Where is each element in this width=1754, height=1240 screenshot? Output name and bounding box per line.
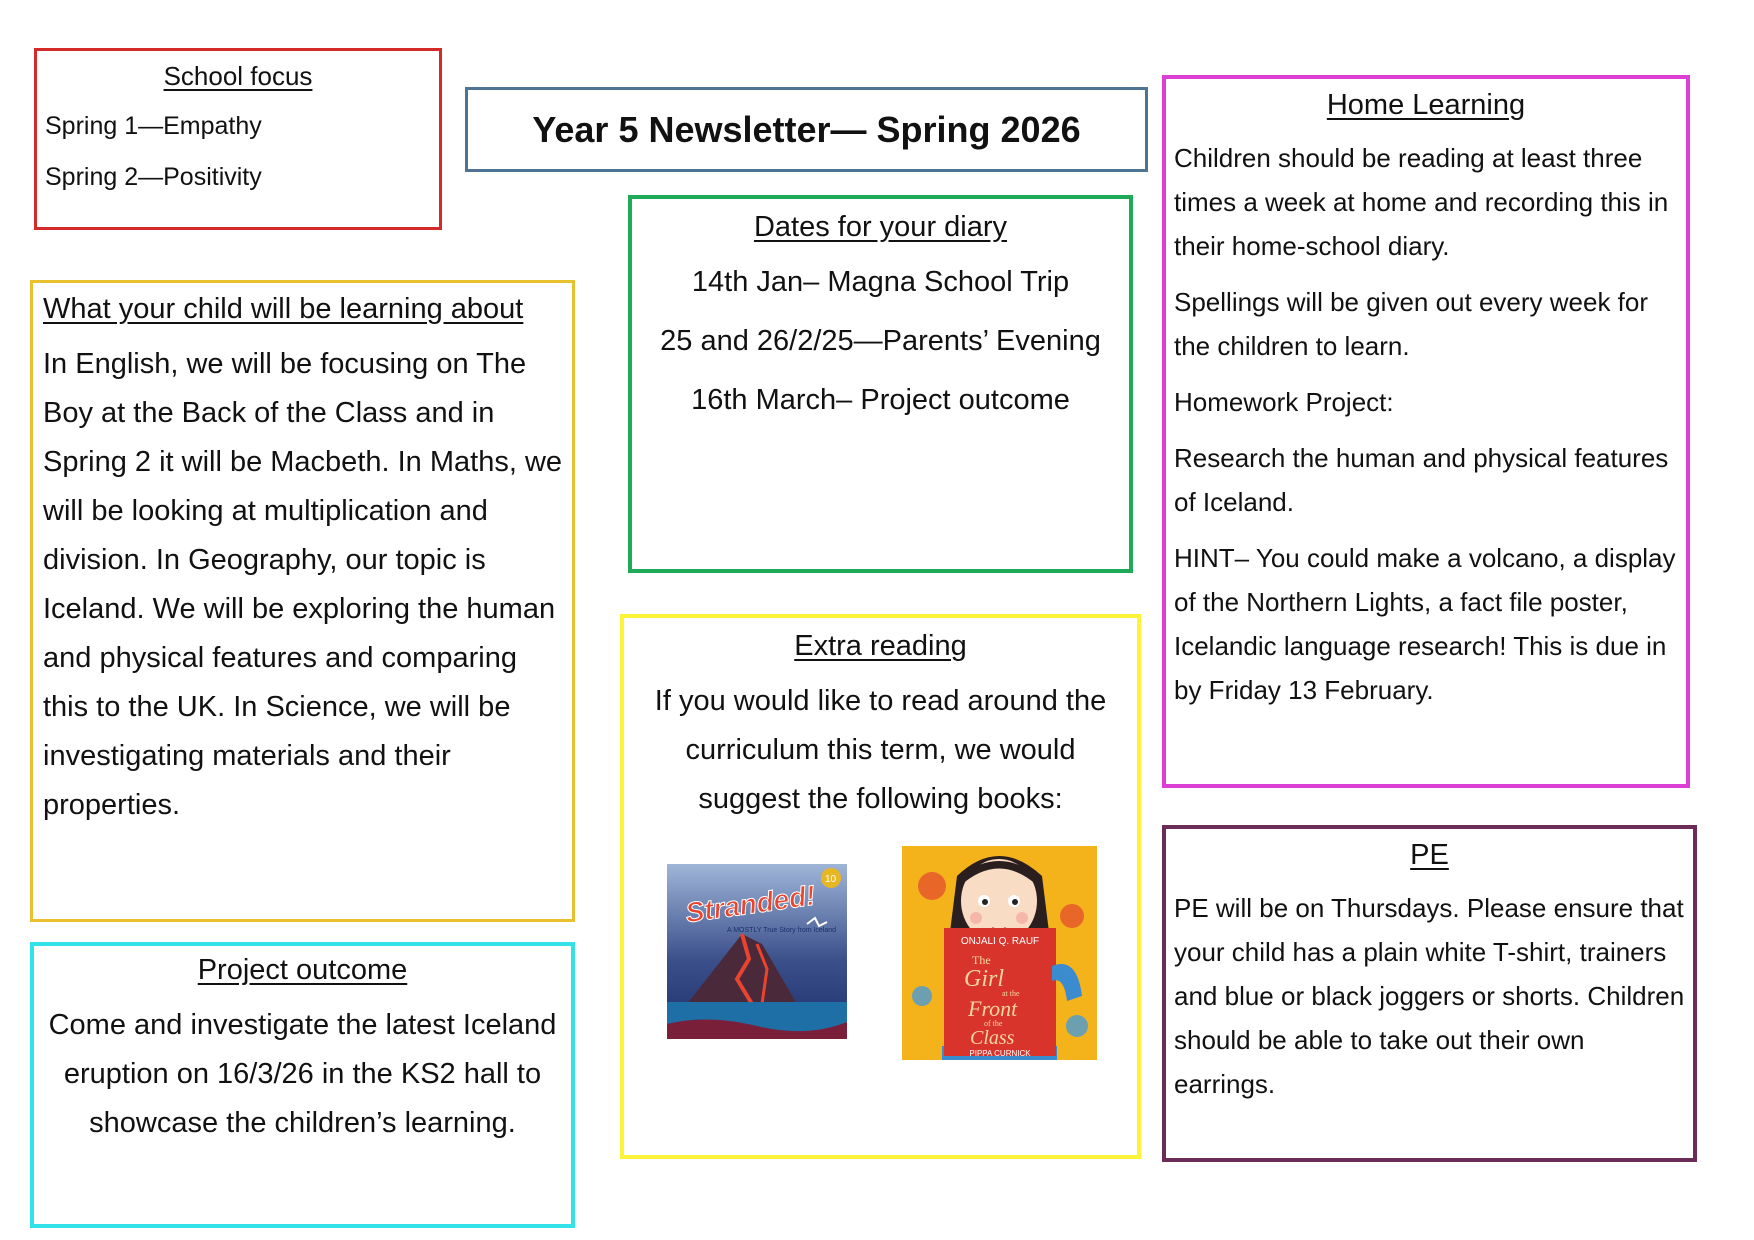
extra-reading-heading: Extra reading <box>794 630 967 662</box>
home-learning-paragraph: Research the human and physical features of Iceland. <box>1174 443 1669 517</box>
newsletter-title: Year 5 Newsletter— Spring 2026 <box>532 108 1081 150</box>
extra-reading-box <box>620 614 1141 1159</box>
stranded-cover-badge: 10 <box>825 874 837 885</box>
home-learning-paragraph: Spellings will be given out every week for the children to learn. <box>1174 287 1649 361</box>
learning-box <box>30 280 575 922</box>
school-focus-spring-1: Spring 1—Empathy <box>45 112 262 140</box>
project-outcome-body: Come and investigate the latest Iceland eruption on 16/3/26 in the KS2 hall to showcase the children’s learning. <box>48 1009 557 1139</box>
home-learning-paragraph: Homework Project: <box>1174 387 1394 417</box>
project-outcome-box <box>30 942 575 1228</box>
date-item: 25 and 26/2/25—Parents’ Evening <box>660 325 1101 357</box>
project-outcome-heading: Project outcome <box>197 954 408 986</box>
girl-cover-title-front: Front <box>968 996 1018 1021</box>
dates-heading: Dates for your diary <box>753 211 1008 243</box>
girl-cover-title-class: Class <box>970 1027 1015 1049</box>
girl-cover-title-at-the: at the <box>1002 989 1020 998</box>
learning-heading: What your child will be learning about <box>43 293 524 325</box>
home-learning-heading: Home Learning <box>1326 89 1526 121</box>
date-item: 14th Jan– Magna School Trip <box>691 266 1070 298</box>
girl-front-class-book-cover <box>902 846 1097 1060</box>
pe-box <box>1162 825 1697 1162</box>
school-focus-heading: School focus <box>163 61 313 91</box>
stranded-cover-title: Stranded! <box>683 879 818 929</box>
girl-cover-title-girl: Girl <box>964 966 1005 992</box>
school-focus-box <box>34 48 442 230</box>
home-learning-box <box>1162 75 1690 788</box>
stranded-book-cover <box>667 864 847 1039</box>
school-focus-spring-2: Spring 2—Positivity <box>45 163 262 191</box>
dates-box <box>628 195 1133 573</box>
girl-cover-author: ONJALI Q. RAUF <box>960 936 1040 947</box>
extra-reading-body: If you would like to read around the curriculum this term, we would suggest the following books: <box>654 685 1107 815</box>
home-learning-paragraph: HINT– You could make a volcano, a display of the Northern Lights, a fact file poster, Icelandic language research! This is due in by Friday 13 February. <box>1174 543 1676 705</box>
girl-cover-illustrator: PIPPA CURNICK <box>969 1049 1031 1058</box>
date-item: 16th March– Project outcome <box>691 384 1070 416</box>
stranded-cover-subtitle: A MOSTLY True Story from Iceland <box>727 927 837 934</box>
book-covers <box>632 846 1129 1076</box>
pe-body: PE will be on Thursdays. Please ensure that your child has a plain white T-shirt, trainers and blue or black joggers or shorts. Children should be able to take out their own earrings. <box>1174 893 1685 1099</box>
title-box <box>465 87 1148 172</box>
girl-cover-title-the: The <box>972 953 991 967</box>
home-learning-paragraph: Children should be reading at least three times a week at home and recording this in their home-school diary. <box>1174 143 1669 261</box>
pe-heading: PE <box>1410 839 1449 871</box>
girl-cover-title-of-the: of the <box>984 1019 1003 1028</box>
learning-body: In English, we will be focusing on The Boy at the Back of the Class and in Spring 2 it will be Macbeth. In Maths, we will be looking at multiplication and division. In Geography, our topic is Iceland. We will be exploring the human and physical features and comparing this to the UK. In Science, we will be investigating materials and their properties. <box>43 348 563 821</box>
